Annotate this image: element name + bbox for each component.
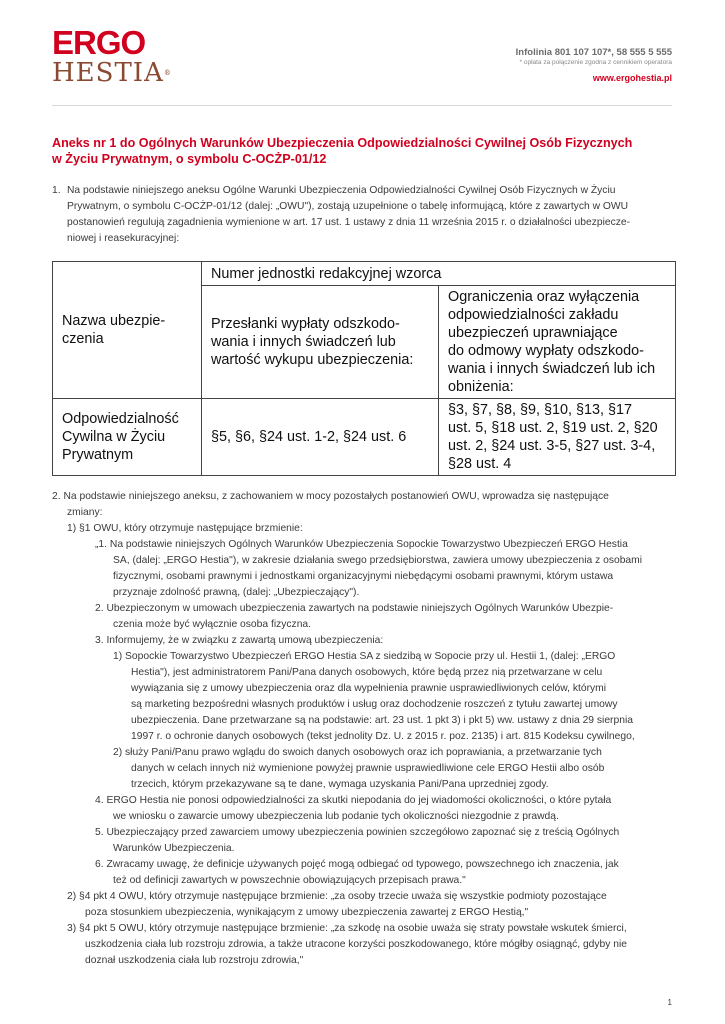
title-line: Aneks nr 1 do Ogólnych Warunków Ubezpieczenia Odpowiedzialności Cywilnej Osób Fizycznych — [52, 136, 633, 150]
section-2-line: 1) Sopockie Towarzystwo Ubezpieczeń ERGO Hestia SA z siedzibą w Sopocie przy ul. Hestii 1, (dalej: „ERGO — [113, 651, 616, 662]
ergo-hestia-logo — [52, 24, 172, 88]
paragraph-line: postanowień regulują zagadnienia wymienione w art. 17 ust. 1 ustawy z dnia 11 września 2015 r. o działalności ubezpiecze- — [67, 217, 631, 228]
section-2-line: 2) §4 pkt 4 OWU, który otrzymuje następujące brzmienie: „za osoby trzecie uważa się wszystkie podmioty pozostające — [67, 891, 607, 902]
section-2-line: 6. Zwracamy uwagę, że definicje używanych pojęć mogą odbiegać od typowego, powszechnego ich znaczenia, jak — [95, 859, 619, 870]
section-2-line: 4. ERGO Hestia nie ponosi odpowiedzialności za skutki niepodania do jej wiadomości okoliczności, o które pytała — [95, 795, 612, 806]
logo-ergo-text: ERGO — [52, 24, 146, 61]
section-2-line: „1. Na podstawie niniejszych Ogólnych Warunków Ubezpieczenia Sopockie Towarzystwo Ubezpieczeń ERGO Hestia — [95, 539, 628, 550]
section-2-line: 3) §4 pkt 5 OWU, który otrzymuje następujące brzmienie: „za szkodę na osobie uważa się straty powstałe wskutek śmierci, — [67, 923, 627, 934]
contact-block — [516, 47, 672, 84]
header-editorial-unit: Numer jednostki redakcyjnej wzorca — [202, 262, 676, 286]
section-2-line: przyznaje zdolność prawną, (dalej: „Ubezpieczający"). — [113, 587, 360, 598]
section-2-line: zmiany: — [67, 507, 103, 518]
section-2-line: Hestia"), jest administratorem Pani/Pana danych osobowych, które będą przez nią przetwarzane w celu — [131, 667, 603, 678]
section-2-line: są marketing bezpośredni własnych produktów i usług oraz dochodzenie roszczeń z tytułu zawartej umowy — [131, 699, 618, 710]
row-insurance-name: Odpowiedzialność Cywilna w Życiu Prywatnym — [53, 399, 202, 476]
section-2-line: 2) służy Pani/Panu prawo wglądu do swoich danych osobowych oraz ich poprawiania, a przetwarzanie tych — [113, 747, 602, 758]
section-2-line: uszkodzenia ciała lub rozstroju zdrowia, a także utracone korzyści poszkodowanego, które mógłby osiągnąć, gdyby nie — [85, 939, 628, 950]
section-2-amendments — [52, 489, 677, 969]
provisions-table — [52, 261, 676, 476]
document-title — [52, 135, 652, 167]
section-2-line: Warunków Ubezpieczenia. — [113, 843, 235, 854]
row-limitations: §3, §7, §8, §9, §10, §13, §17 ust. 5, §18 ust. 2, §19 ust. 2, §20 ust. 2, §24 ust. 3-5, §27 ust. 3-4, §28 ust. 4 — [439, 399, 676, 476]
section-2-line: we wniosku o zawarcie umowy ubezpieczenia lub podanie tych okoliczności niezgodnie z prawdą. — [113, 811, 559, 822]
section-2-line: doznał uszkodzenia ciała lub rozstroju zdrowia," — [85, 955, 304, 966]
logo-hestia-text: HESTIA® — [52, 58, 172, 88]
paragraph-line: niowej i reasekuracyjnej: — [67, 233, 180, 244]
section-2-line: ubezpieczenia. Dane przetwarzane są na podstawie: art. 23 ust. 1 pkt 3) i pkt 5) ww. ustawy z dnia 29 sierpnia — [131, 715, 633, 726]
paragraph-line: Na podstawie niniejszego aneksu Ogólne Warunki Ubezpieczenia Odpowiedzialności Cywilnej Osób Fizycznych w Życiu — [67, 185, 616, 196]
hotline-note: * opłata za połączenie zgodna z cennikiem operatora — [519, 59, 672, 66]
section-2-line: 2. Na podstawie niniejszego aneksu, z zachowaniem w mocy pozostałych postanowień OWU, wprowadza się następujące — [52, 491, 609, 502]
section-2-line: 2. Ubezpieczonym w umowach ubezpieczenia zawartych na podstawie niniejszych Ogólnych Warunków Ubezpie- — [95, 603, 614, 614]
section-2-line: czenia może być wyłącznie osoba fizyczna. — [113, 619, 312, 630]
section-2-line: fizycznymi, osobami prawnymi i jednostkami organizacyjnymi niebędącymi osobami prawnymi, którym ustawa — [113, 571, 614, 582]
section-2-line: 3. Informujemy, że w związku z zawartą umową ubezpieczenia: — [95, 635, 384, 646]
header-insurance-name: Nazwa ubezpie- czenia — [53, 262, 202, 399]
paragraph-line: Prywatnym, o symbolu C-OCŻP-01/12 (dalej: „OWU"), zostają uzupełnione o tabelę informującą, które z zawartych w OWU — [67, 201, 629, 212]
paragraph-number: 1. — [52, 185, 61, 196]
paragraph-1 — [52, 183, 677, 247]
header-payout-conditions: Przesłanki wypłaty odszkodo- wania i innych świadczeń lub wartość wykupu ubezpieczenia: — [202, 286, 439, 399]
header-limitations: Ograniczenia oraz wyłączenia odpowiedzialności zakładu ubezpieczeń uprawniające do odmowy wypłaty odszkodo- wania i innych świadczeń lub ich obniżenia: — [439, 286, 676, 399]
section-2-line: poza stosunkiem ubezpieczenia, wynikającym z umowy ubezpieczenia zawartej z ERGO Hestią," — [85, 907, 529, 918]
website-link[interactable]: www.ergohestia.pl — [592, 73, 672, 83]
section-2-line: SA, (dalej: „ERGO Hestia"), w zakresie działania swego przedsiębiorstwa, zawiera umowy ubezpieczenia z osobami — [113, 555, 643, 566]
section-2-line: też od definicji zawartych w powszechnie obowiązujących przepisach prawa." — [113, 875, 466, 886]
section-2-line: 1) §1 OWU, który otrzymuje następujące brzmienie: — [67, 523, 303, 534]
section-2-line: wywiązania się z umowy ubezpieczenia oraz dla wypełnienia prawnie usprawiedliwionych celów, którymi — [131, 683, 607, 694]
page-number: 1 — [667, 998, 672, 1007]
section-2-line: 1997 r. o ochronie danych osobowych (tekst jednolity Dz. U. z 2015 r. poz. 2135) i art. 815 Kodeksu cywilnego, — [131, 731, 635, 742]
header-divider — [52, 105, 672, 106]
section-2-line: 5. Ubezpieczający przed zawarciem umowy ubezpieczenia powinien szczegółowo zapoznać się z treścią Ogólnych — [95, 827, 620, 838]
row-payout-conditions: §5, §6, §24 ust. 1-2, §24 ust. 6 — [202, 399, 439, 476]
hotline-text: Infolinia 801 107 107*, 58 555 5 555 — [515, 47, 672, 58]
section-2-line: danych w celach innych niż wymienione powyżej prawnie usprawiedliwione cele ERGO Hestii albo osób — [131, 763, 605, 774]
section-2-line: trzecich, którym przekazywane są te dane, wymaga uzyskania Pani/Pana uprzedniej zgody. — [131, 779, 549, 790]
title-line: w Życiu Prywatnym, o symbolu C-OCŻP-01/12 — [52, 152, 327, 166]
